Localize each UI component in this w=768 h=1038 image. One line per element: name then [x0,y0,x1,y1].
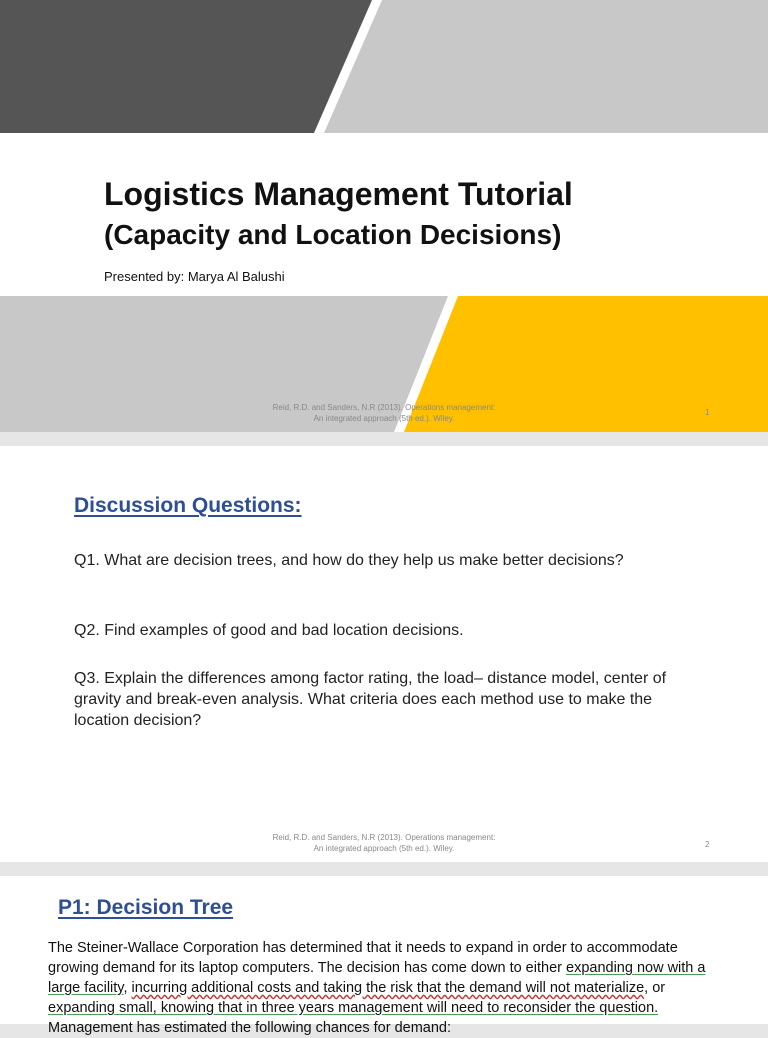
question-2: Q2. Find examples of good and bad location decisions. [74,622,464,639]
question-3: Q3. Explain the differences among factor rating, the load– distance model, center of gravity and break-even analysis. What criteria does each method use to make the location decision? [74,670,667,729]
discussion-heading: Discussion Questions: [74,494,302,517]
option-expand-large: expanding now with a large facility [48,960,706,996]
decision-tree-slide [0,876,768,1036]
option-expand-small: expanding small, knowing that in three years management will need to reconsider the question. [48,1000,659,1016]
paragraph-text: The Steiner-Wallace Corporation has determined that it needs to expand in order to accommodate growing demand for its laptop computers. The decision has come down to either [48,940,678,976]
problem-heading: P1: Decision Tree [58,896,234,919]
paragraph-text: Management has estimated the following chances for demand: [48,1020,452,1036]
citation-line: An integrated approach (5th ed.). Wiley. [313,414,455,423]
discussion-slide [0,446,768,862]
page-number: 1 [705,408,710,417]
citation-line: Reid, R.D. and Sanders, N.R (2013). Operations management: [272,833,496,842]
title-slide-background [0,0,768,432]
citation [224,402,544,424]
citation [224,832,544,854]
presenter-line: Presented by: Marya Al Balushi [104,269,285,284]
citation-line: An integrated approach (5th ed.). Wiley. [313,844,455,853]
light-gray-top-band [324,0,768,133]
problem-paragraph [48,938,728,1038]
paragraph-text: , [123,980,132,996]
page-number: 2 [705,840,710,849]
dark-gray-top-band [0,0,372,133]
title-slide [0,0,768,432]
slide-title: Logistics Management Tutorial [104,176,573,212]
risk-phrase: incurring additional costs and taking the risk that the demand will not materialize [131,980,645,996]
paragraph-text: , or [644,980,666,996]
question-1: Q1. What are decision trees, and how do they help us make better decisions? [74,552,624,569]
slide-subtitle: (Capacity and Location Decisions) [104,219,562,250]
citation-line: Reid, R.D. and Sanders, N.R (2013). Operations management: [272,403,496,412]
